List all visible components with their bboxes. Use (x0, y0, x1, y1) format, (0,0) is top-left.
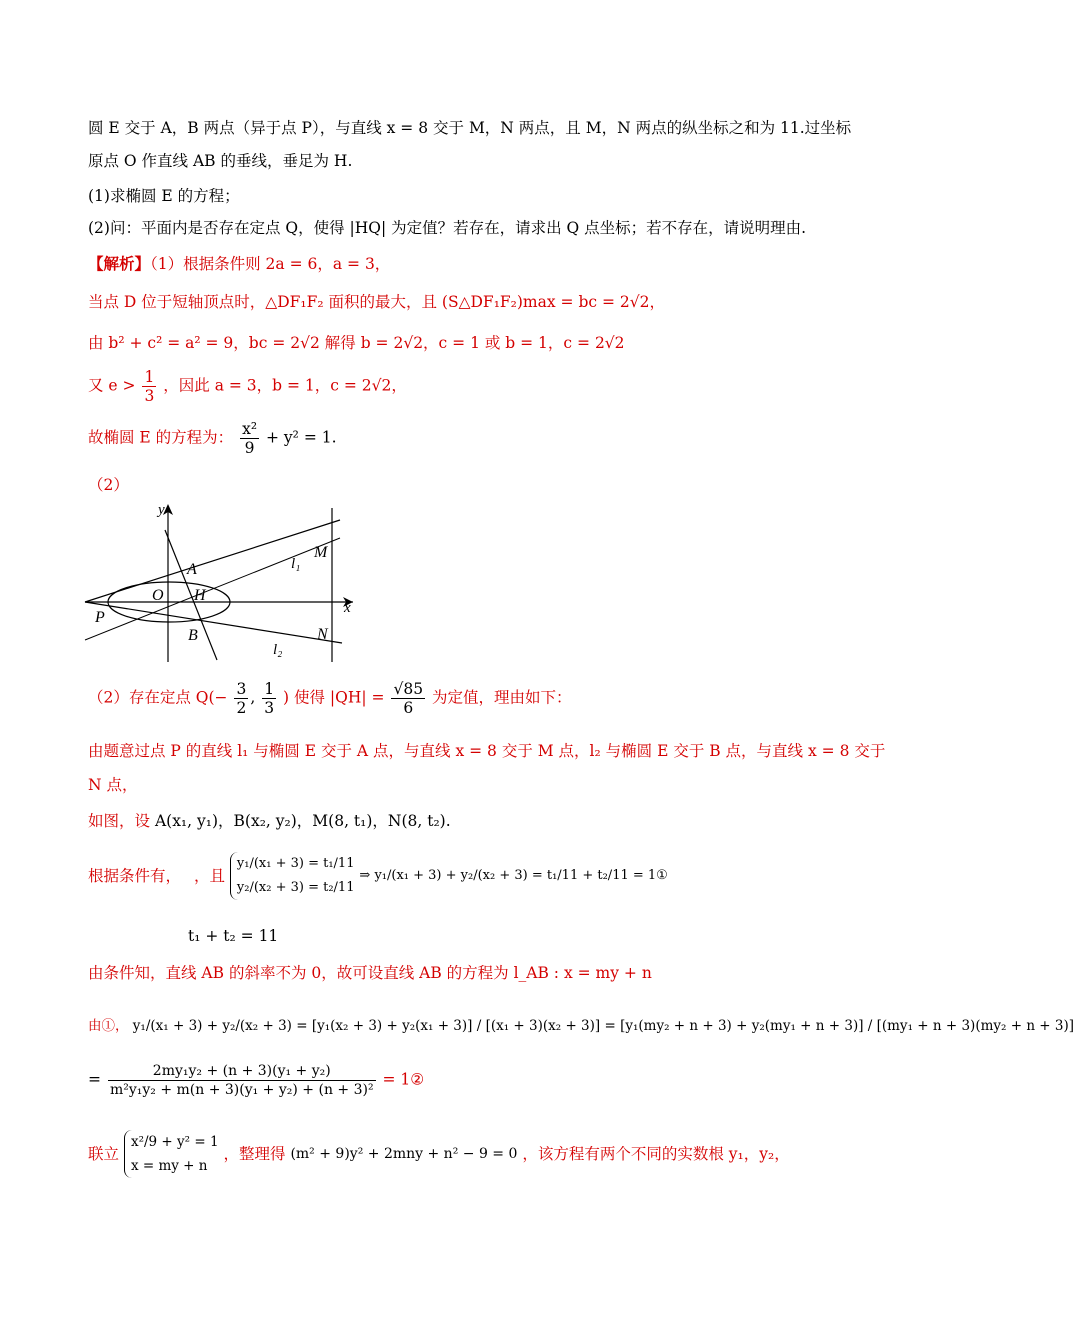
label-p: P (95, 609, 105, 626)
fraction-num: 1 (264, 680, 275, 698)
solution-line-13: = $\frac{\text{2my₁y₂ + (n + 3)(y₁ + y₂)}}{\text{m²y₁y₂ + m(n + 3)(y₁ + y₂) + (n + 3)²}}$ = 1② (88, 1063, 425, 1098)
fraction-num: 1 (144, 368, 155, 386)
label-l1: l₁ (291, 556, 301, 572)
fraction-den: 6 (403, 699, 414, 717)
reason-text: 为定值，理由如下： (432, 688, 572, 707)
solution-line-4 (88, 368, 407, 405)
label-n: N (317, 626, 328, 643)
problem-line-2: 原点 O 作直线 AB 的垂线，垂足为 H. (88, 152, 353, 170)
label-o: O (152, 587, 164, 604)
equation-2: = 1② (382, 1070, 425, 1089)
label-x: x (344, 600, 351, 616)
solution-line-10 (88, 852, 668, 900)
ratio-fraction (108, 1062, 376, 1099)
distance-text: ) 使得 |QH| = (283, 688, 385, 707)
fraction-num: 3 (236, 680, 247, 698)
line-l1-upper (85, 520, 340, 602)
system-row-1: y₁/(x₁ + 3) = t₁/11 (236, 856, 355, 871)
and-text: ，且 (193, 867, 225, 885)
eccentricity-text: 又 e > (88, 376, 136, 395)
fixed-point-text: （2）存在定点 Q(− (88, 688, 228, 707)
system-row-1: x²/9 + y² = 1 (130, 1134, 219, 1150)
system-row-2: y₂/(x₂ + 3) = t₂/11 (236, 880, 355, 895)
label-y: y (158, 502, 165, 518)
label-m: M (314, 544, 328, 561)
point-coordinates: A(x₁, y₁)，B(x₂, y₂)，M(8, t₁)，N(8, t₂). (154, 812, 451, 830)
conclusion-text: ，因此 a = 3，b = 1，c = 2√2， (163, 376, 407, 395)
solution-start (88, 254, 390, 274)
setup-text: 如图，设 (88, 812, 151, 830)
system-row-2: x = my + n (130, 1158, 208, 1174)
from-1-text: 由①， (88, 1018, 129, 1034)
solution-tag: 【解析】 (88, 254, 151, 273)
solution-line-12 (88, 1016, 1074, 1036)
coordinate-figure (85, 500, 365, 668)
fraction-num: √85 (393, 680, 424, 698)
fraction-den: m²y₁y₂ + m(n + 3)(y₁ + y₂) + (n + 3)² (109, 1082, 374, 1098)
fraction-den: 2 (236, 699, 247, 717)
fraction-den: 9 (244, 439, 255, 457)
simplify-text: ，整理得 (223, 1145, 286, 1163)
quadratic-equation: (m² + 9)y² + 2mny + n² − 9 = 0 (290, 1146, 518, 1162)
ellipse-result-tail: + y² = 1. (266, 428, 337, 447)
solution-line-14 (88, 1130, 790, 1178)
combined-fraction: y₁/(x₁ + 3) + y₂/(x₂ + 3) = [y₁(x₂ + 3) + y₂(x₁ + 3)] / [(x₁ + 3)(x₂ + 3)] = [y₁(my₂ + n + 3) + y₂(my₁ + n + 3)] / [(my₁ + n + 3)(my₂ + n + 3)] (132, 1018, 1074, 1034)
solution-line-6: （2）存在定点 Q(− $\frac{3}{2}$ , $\frac{1}{3}$ ) 使得 |QH| = $\frac{√85}{6}$ 为定值，理由如下： (88, 680, 572, 717)
fraction-x2-9 (240, 420, 259, 457)
solution-line-3: 由 b² + c² = a² = 9，bc = 2√2 解得 b = 2√2，c = 1 或 b = 1，c = 2√2 (88, 334, 625, 352)
solution-line-5 (88, 420, 337, 457)
question-1: (1)求椭圆 E 的方程； (88, 187, 240, 205)
fraction-num: 2my₁y₂ + (n + 3)(y₁ + y₂) (108, 1062, 376, 1081)
condition-text: 根据条件有， (88, 867, 182, 885)
t-sum: t₁ + t₂ = 11 (188, 927, 279, 945)
solution-line-2: 当点 D 位于短轴顶点时，△DF₁F₂ 面积的最大，且 (S△DF₁F₂)max = bc = 2√2， (88, 293, 665, 311)
ellipse-result-text: 故椭圆 E 的方程为： (88, 428, 234, 447)
slope-system (230, 852, 355, 900)
solution-line-11: 由条件知，直线 AB 的斜率不为 0，故可设直线 AB 的方程为 l_AB : x = my + n (88, 964, 652, 982)
label-l2: l₂ (273, 642, 283, 658)
fraction-one-third (142, 368, 156, 405)
label-b: B (188, 627, 198, 644)
question-2: (2)问：平面内是否存在定点 Q，使得 |HQ| 为定值？若存在，请求出 Q 点坐标；若不存在，请说明理由. (88, 219, 807, 237)
label-h: H (194, 587, 206, 604)
solution-line-9 (88, 811, 451, 831)
line-l2 (85, 602, 342, 643)
combined-system (124, 1130, 219, 1178)
roots-text: ，该方程有两个不同的实数根 y₁，y₂， (522, 1145, 790, 1163)
fraction-den: 3 (144, 387, 155, 405)
fraction-num: x² (242, 420, 258, 438)
fraction-1-3 (262, 680, 276, 717)
solution-line-7: 由题意过点 P 的直线 l₁ 与椭圆 E 交于 A 点，与直线 x = 8 交于 M 点，l₂ 与椭圆 E 交于 B 点，与直线 x = 8 交于 (88, 742, 886, 760)
problem-line-1: 圆 E 交于 A，B 两点（异于点 P），与直线 x = 8 交于 M，N 两点，且 M，N 两点的纵坐标之和为 11.过坐标 (88, 119, 852, 137)
slope-sum: ⇒ y₁/(x₁ + 3) + y₂/(x₂ + 3) = t₁/11 + t₂/11 = 1① (359, 868, 668, 883)
solution-line-1: （1）根据条件则 2a = 6，a = 3， (150, 255, 391, 273)
combine-text: 联立 (88, 1145, 120, 1163)
fraction-3-2 (234, 680, 248, 717)
label-a: A (187, 561, 197, 578)
part-2-label: （2） (88, 476, 129, 494)
solution-line-8: N 点， (88, 776, 138, 794)
fraction-sqrt85-6 (391, 680, 425, 717)
fraction-den: 3 (264, 699, 275, 717)
